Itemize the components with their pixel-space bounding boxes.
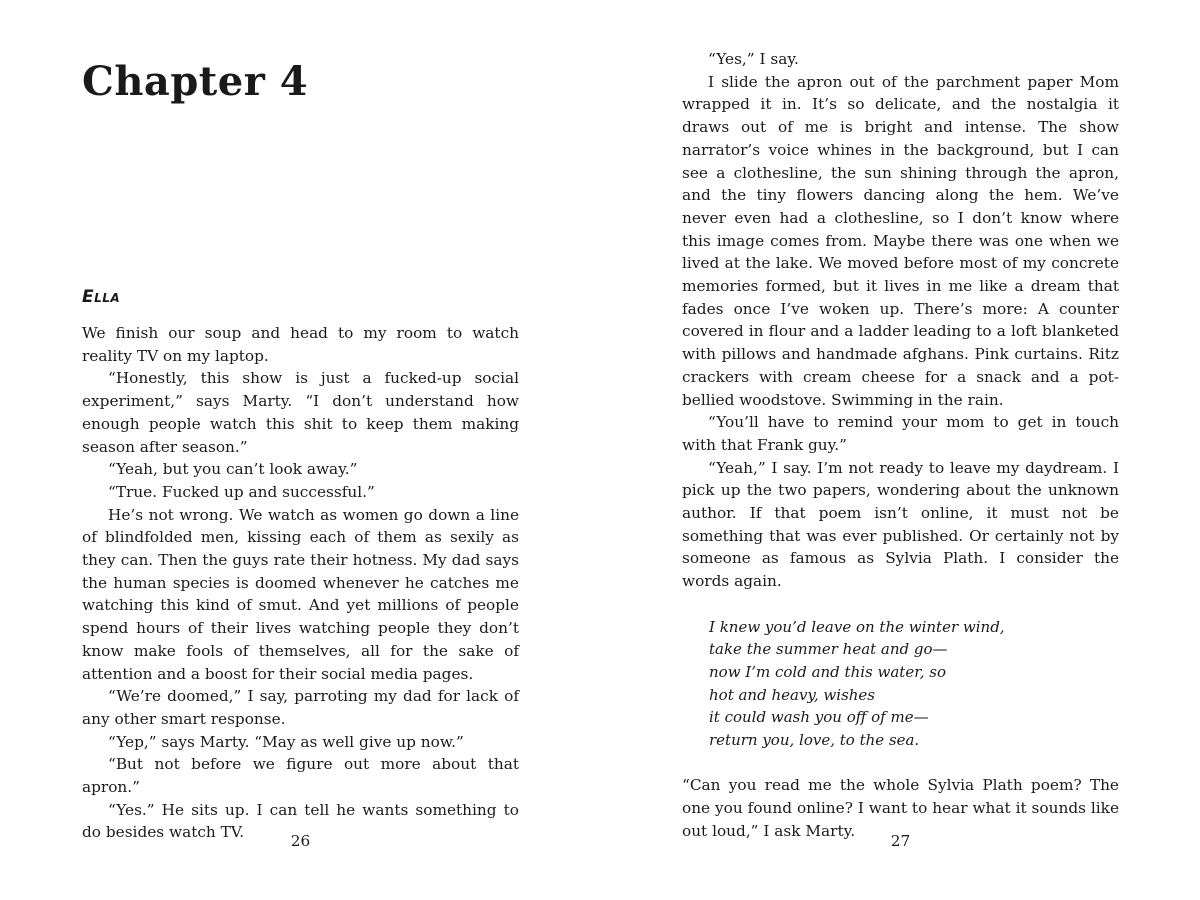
paragraph: He’s not wrong. We watch as women go down a line of blindfolded men, kissing each of them as sexily as they can. Then the guys rate their hotness. My dad says the human species is doomed whenever he catches me watching this kind of smut. And yet millions of people spend hours of their lives watching people they don’t know make fools of themselves, all for the sake of attention and a boost for their social media pages. bbox=[82, 505, 519, 683]
paragraph: “Honestly, this show is just a fucked-up social experiment,” says Marty. “I don’t understand how enough people watch this shit to keep them making season after season.” bbox=[82, 369, 519, 456]
poem-line: it could wash you off of me— bbox=[709, 708, 929, 727]
poem-line: now I’m cold and this water, so bbox=[709, 662, 946, 681]
pov-heading: Ella bbox=[82, 287, 121, 307]
poem-line: I knew you’d leave on the winter wind, bbox=[709, 617, 1005, 636]
paragraph: “Yes,” I say. bbox=[708, 50, 799, 68]
poem-line: hot and heavy, wishes bbox=[709, 685, 876, 704]
right-page-body bbox=[682, 48, 1119, 843]
paragraph: “Yeah, but you can’t look away.” bbox=[108, 460, 358, 479]
page-number: 27 bbox=[890, 832, 911, 850]
poem-line: return you, love, to the sea. bbox=[709, 731, 920, 750]
chapter-title: Chapter 4 bbox=[82, 58, 309, 105]
poem bbox=[709, 616, 1119, 752]
right-page bbox=[682, 0, 1119, 900]
paragraph: “Yes.” He sits up. I can tell he wants something to do besides watch TV. bbox=[82, 800, 519, 842]
paragraph: “You’ll have to remind your mom to get in touch with that Frank guy.” bbox=[682, 413, 1119, 454]
paragraph: “Yeah,” I say. I’m not ready to leave my daydream. I pick up the two papers, wondering about the unknown author. If that poem isn’t online, it must not be something that was ever published. Or certainly not by someone as famous as Sylvia Plath. I consider the words again. bbox=[682, 458, 1119, 591]
paragraph: “But not before we figure out more about that apron.” bbox=[82, 755, 519, 797]
page-number: 26 bbox=[290, 832, 311, 850]
left-page-body bbox=[82, 322, 519, 844]
paragraph: “True. Fucked up and successful.” bbox=[108, 482, 375, 501]
paragraph: I slide the apron out of the parchment paper Mom wrapped it in. It’s so delicate, and the nostalgia it draws out of me is bright and intense. The show narrator’s voice whines in the background, but I can see a clothesline, the sun shining through the apron, and the tiny flowers dancing along the hem. We’ve never even had a clothesline, so I don’t know where this image comes from. Maybe there was one when we lived at the lake. We moved before most of my concrete memories formed, but it lives in me like a dream that fades once I’ve woken up. There’s more: A counter covered in flour and a ladder leading to a loft blanketed with pillows and handmade afghans. Pink curtains. Ritz crackers with cream cheese for a snack and a pot-bellied woodstove. Swimming in the rain. bbox=[682, 72, 1119, 409]
paragraph: “Yep,” says Marty. “May as well give up now.” bbox=[108, 732, 464, 751]
paragraph: We finish our soup and head to my room to watch reality TV on my laptop. bbox=[82, 324, 519, 365]
paragraph: “Can you read me the whole Sylvia Plath poem? The one you found online? I want to hear what it sounds like out loud,” I ask Marty. bbox=[682, 776, 1119, 840]
paragraph: “We’re doomed,” I say, parroting my dad for lack of any other smart response. bbox=[82, 687, 519, 728]
poem-line: take the summer heat and go— bbox=[709, 640, 948, 659]
left-page bbox=[82, 0, 519, 900]
